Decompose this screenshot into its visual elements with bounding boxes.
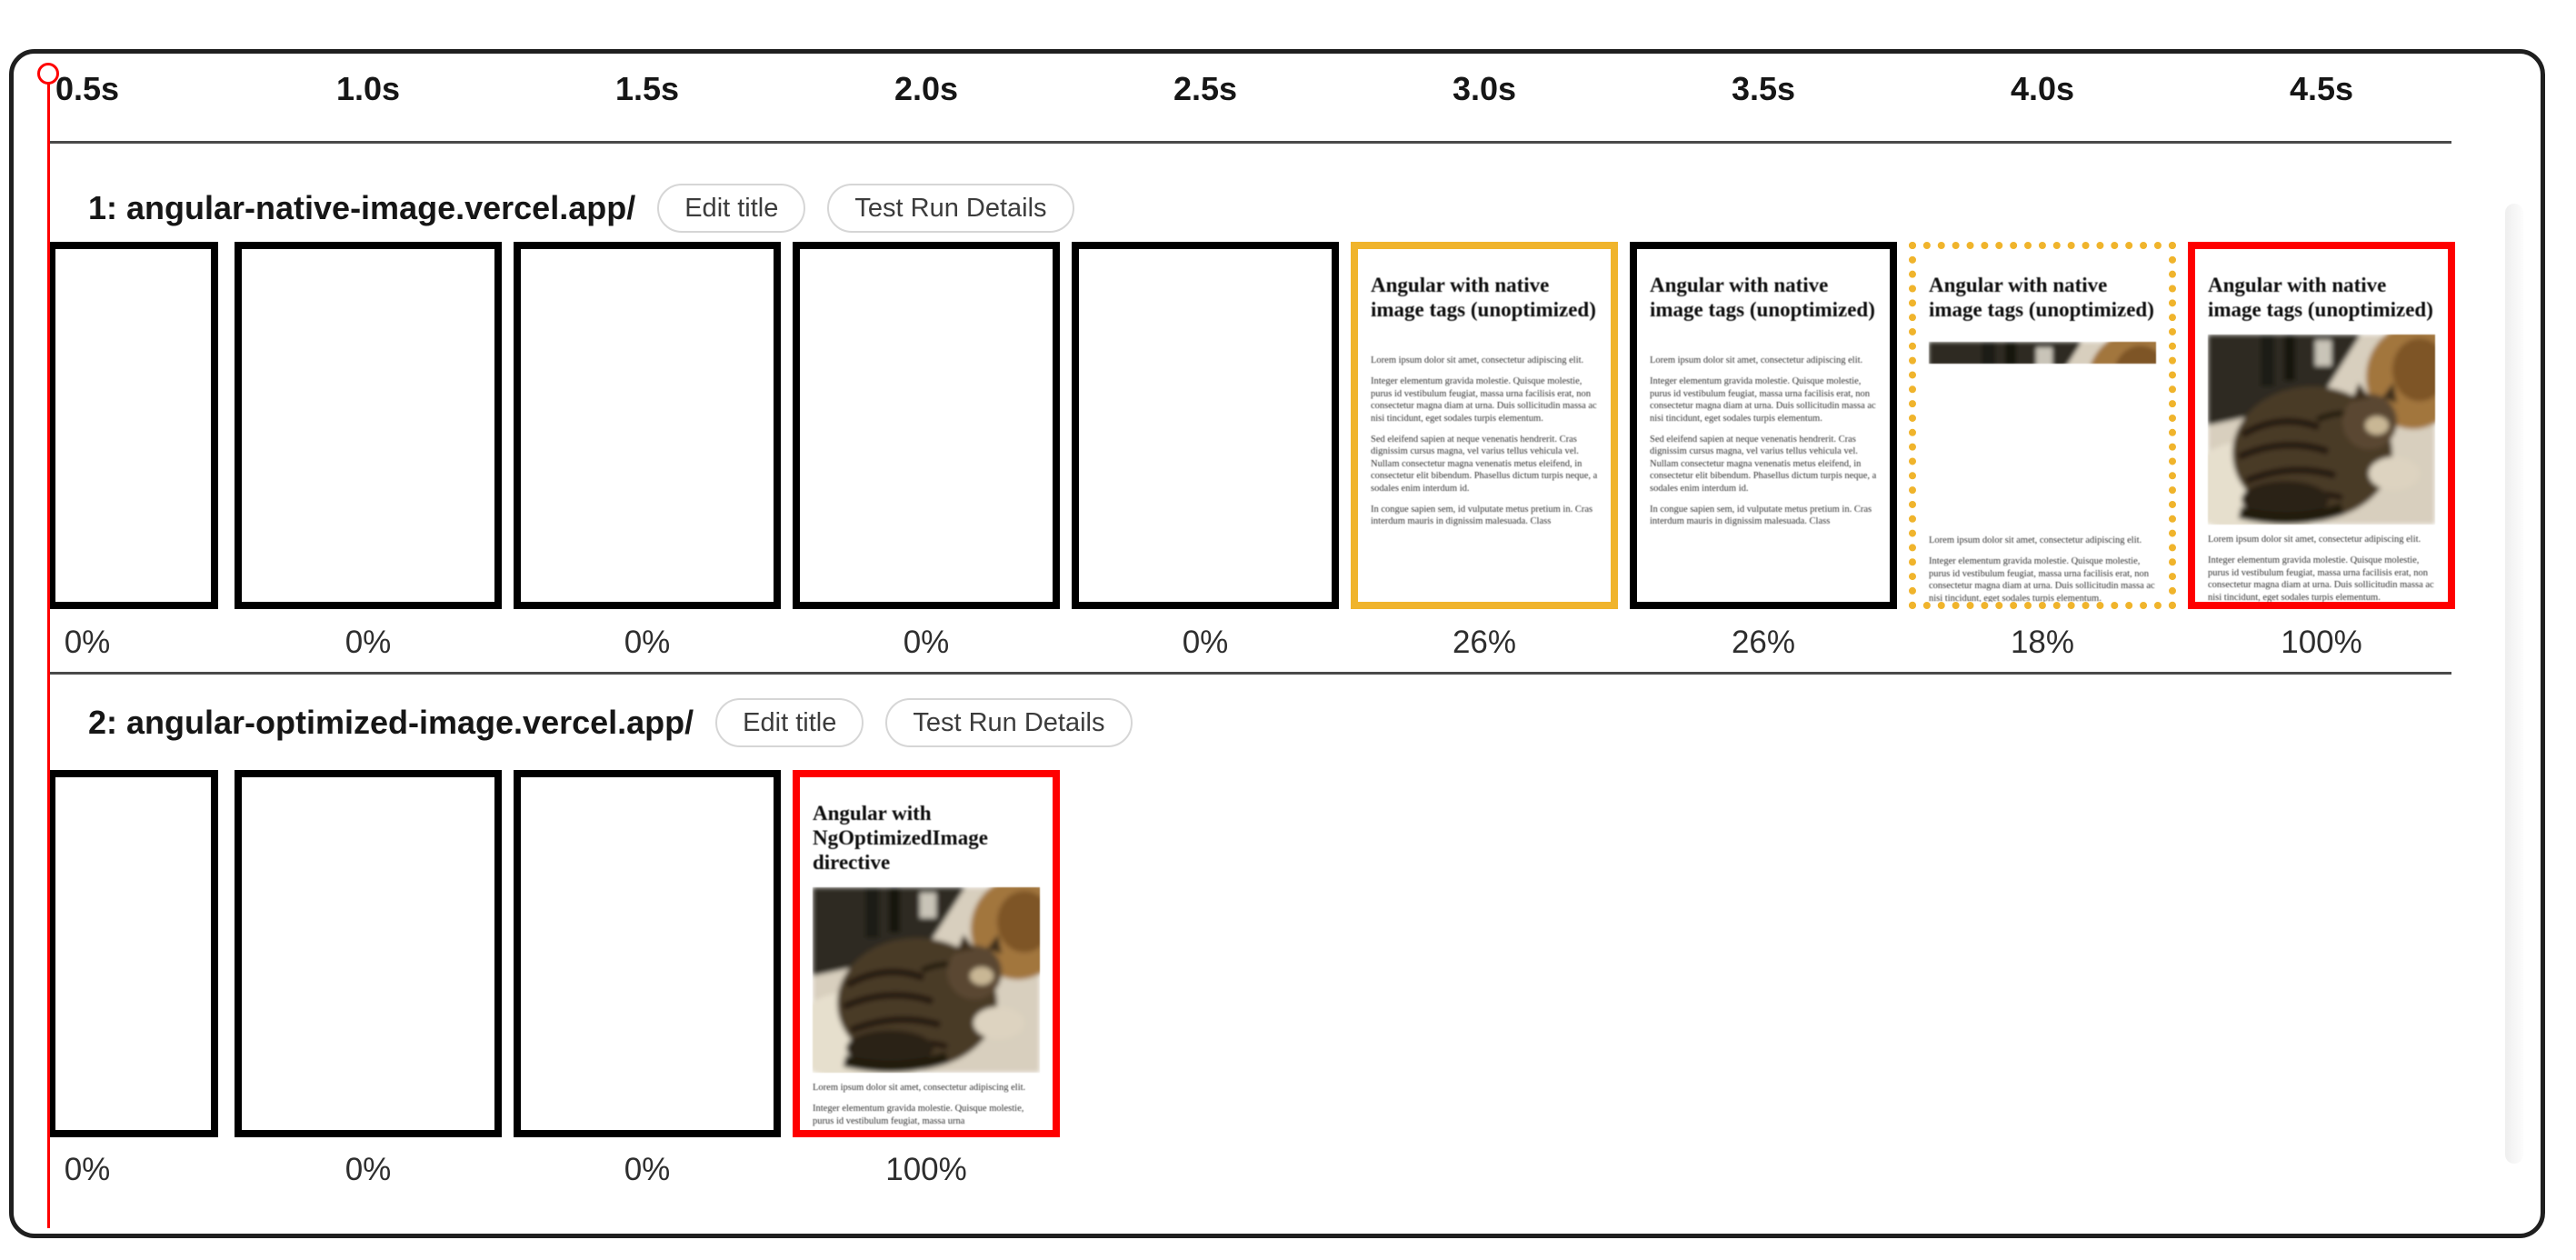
thumb-paragraph: In congue sapien sem, id vulputate metus pretium in. Cras interdum mauris in dignissim malesuada. Class	[1650, 505, 1872, 527]
filmstrip-frame-blank[interactable]	[48, 770, 218, 1137]
tick-label: 2.5s	[1173, 70, 1238, 107]
thumb-paragraph: Lorem ipsum dolor sit amet, consectetur adipiscing elit.	[1929, 535, 2142, 545]
visual-progress: 0%	[624, 1152, 671, 1187]
edit-title-button[interactable]: Edit title	[657, 184, 805, 233]
thumb-heading: Angular with native image tags (unoptimized)	[2208, 274, 2433, 321]
thumb-heading: Angular with native image tags (unoptimized)	[1650, 274, 1875, 321]
filmstrip-frame-loaded[interactable]	[793, 770, 1060, 1137]
thumb-paragraph: Lorem ipsum dolor sit amet, consectetur adipiscing elit.	[1371, 355, 1584, 365]
visual-progress: 0%	[624, 625, 671, 660]
visual-progress: 26%	[1452, 625, 1517, 660]
tick-label: 4.5s	[2289, 70, 2354, 107]
visual-progress: 18%	[2010, 625, 2075, 660]
thumb-paragraph: In congue sapien sem, id vulputate metus pretium in. Cras interdum mauris in dignissim malesuada. Class	[1371, 505, 1593, 527]
visual-progress: 0%	[64, 1152, 111, 1187]
thumb-heading: Angular with native image tags (unoptimized)	[1929, 274, 2154, 321]
tick-label: 4.0s	[2010, 70, 2075, 107]
filmstrip-frame-partial-image[interactable]	[1909, 242, 2176, 609]
visual-progress: 26%	[1731, 625, 1796, 660]
page-thumbnail	[1358, 249, 1611, 602]
tick-label: 2.0s	[894, 70, 959, 107]
timeline-divider	[48, 141, 2451, 144]
thumb-paragraph: Sed eleifend sapien at neque venenatis hendrerit. Cras dignissim cursus magna, vel varius tellus vehicula vel. Nullam consectetur magna venenatis metus eleifend, in consectetur elit bibendum. Phasellus dictum turpis neque, a sodales enim interdum id.	[1650, 435, 1877, 494]
thumb-paragraph: Sed eleifend sapien at neque venenatis hendrerit. Cras dignissim cursus magna, vel varius tellus vehicula vel. Nullam consectetur magna venenatis metus eleifend, in consectetur elit bibendum. Phasellus dictum turpis neque, a sodales enim interdum id.	[1371, 435, 1598, 494]
thumb-empty-space	[1929, 364, 2156, 525]
run-title: 1: angular-native-image.vercel.app/	[88, 189, 636, 226]
visual-progress: 100%	[2281, 625, 2362, 660]
tick-label: 3.0s	[1452, 70, 1517, 107]
thumb-heading: Angular with native image tags (unoptimized)	[1371, 274, 1596, 321]
run-title: 2: angular-optimized-image.vercel.app/	[88, 704, 694, 741]
tick-label: 1.0s	[335, 70, 401, 107]
thumb-paragraph: Integer elementum gravida molestie. Quisque molestie, purus id vestibulum feugiat, massa urna facilisis erat, non consectetur magna diam at urna. Duis sollicitudin massa ac nisi tincidunt, eget sodales turpis elementum.	[2208, 555, 2434, 602]
filmstrip-frame-blank[interactable]	[793, 242, 1060, 609]
thumb-paragraph: Integer elementum gravida molestie. Quisque molestie, purus id vestibulum feugiat, massa urna facilisis erat, non consectetur magna diam at urna. Duis sollicitudin massa ac nisi tincidunt, eget sodales turpis elementum.	[1371, 376, 1597, 424]
filmstrip-frame-text[interactable]	[1351, 242, 1618, 609]
thumb-paragraph: Lorem ipsum dolor sit amet, consectetur adipiscing elit.	[813, 1083, 1026, 1093]
filmstrip-frame-blank[interactable]	[514, 242, 781, 609]
cat-photo	[2208, 335, 2435, 525]
filmstrip-frame-blank[interactable]	[514, 770, 781, 1137]
visual-progress: 0%	[344, 1152, 392, 1187]
page-thumbnail	[800, 777, 1053, 1130]
test-run-details-button[interactable]: Test Run Details	[885, 698, 1132, 747]
page-thumbnail	[1637, 249, 1890, 602]
thumb-paragraph: Integer elementum gravida molestie. Quisque molestie, purus id vestibulum feugiat, massa urna	[813, 1104, 1024, 1126]
scrollbar[interactable]	[2505, 204, 2523, 1164]
page-thumbnail	[1916, 249, 2169, 602]
timeline-cursor-line[interactable]	[47, 84, 50, 1228]
filmstrip-frame-blank[interactable]	[1072, 242, 1339, 609]
cat-photo-partial	[1929, 342, 2156, 364]
test-run-details-button[interactable]: Test Run Details	[827, 184, 1073, 233]
filmstrip-frame-text[interactable]	[1630, 242, 1897, 609]
thumb-paragraph: Lorem ipsum dolor sit amet, consectetur adipiscing elit.	[1650, 355, 1863, 365]
run-2-header	[88, 695, 1133, 751]
visual-progress: 0%	[344, 625, 392, 660]
filmstrip-frame-blank[interactable]	[48, 242, 218, 609]
filmstrip-frame-loaded[interactable]	[2188, 242, 2455, 609]
tick-label: 0.5s	[55, 70, 120, 107]
cat-photo	[813, 887, 1040, 1073]
edit-title-button[interactable]: Edit title	[715, 698, 864, 747]
run-1-header	[88, 180, 1074, 236]
visual-progress: 100%	[885, 1152, 967, 1187]
thumb-paragraph: Integer elementum gravida molestie. Quisque molestie, purus id vestibulum feugiat, massa urna facilisis erat, non consectetur magna diam at urna. Duis sollicitudin massa ac nisi tincidunt, eget sodales turpis elementum.	[1929, 556, 2155, 602]
visual-progress: 0%	[903, 625, 950, 660]
visual-progress: 0%	[64, 625, 111, 660]
filmstrip-frame-blank[interactable]	[235, 770, 502, 1137]
tick-label: 1.5s	[614, 70, 680, 107]
tick-label: 3.5s	[1731, 70, 1796, 107]
thumb-paragraph: Lorem ipsum dolor sit amet, consectetur adipiscing elit.	[2208, 535, 2421, 545]
run-divider	[48, 672, 2451, 675]
page-thumbnail	[2195, 249, 2448, 602]
visual-progress: 0%	[1182, 625, 1229, 660]
thumb-paragraph: Integer elementum gravida molestie. Quisque molestie, purus id vestibulum feugiat, massa urna facilisis erat, non consectetur magna diam at urna. Duis sollicitudin massa ac nisi tincidunt, eget sodales turpis elementum.	[1650, 376, 1876, 424]
filmstrip-frame-blank[interactable]	[235, 242, 502, 609]
timeline-cursor-handle[interactable]	[37, 63, 59, 85]
thumb-heading: Angular with NgOptimizedImage directive	[813, 802, 988, 874]
